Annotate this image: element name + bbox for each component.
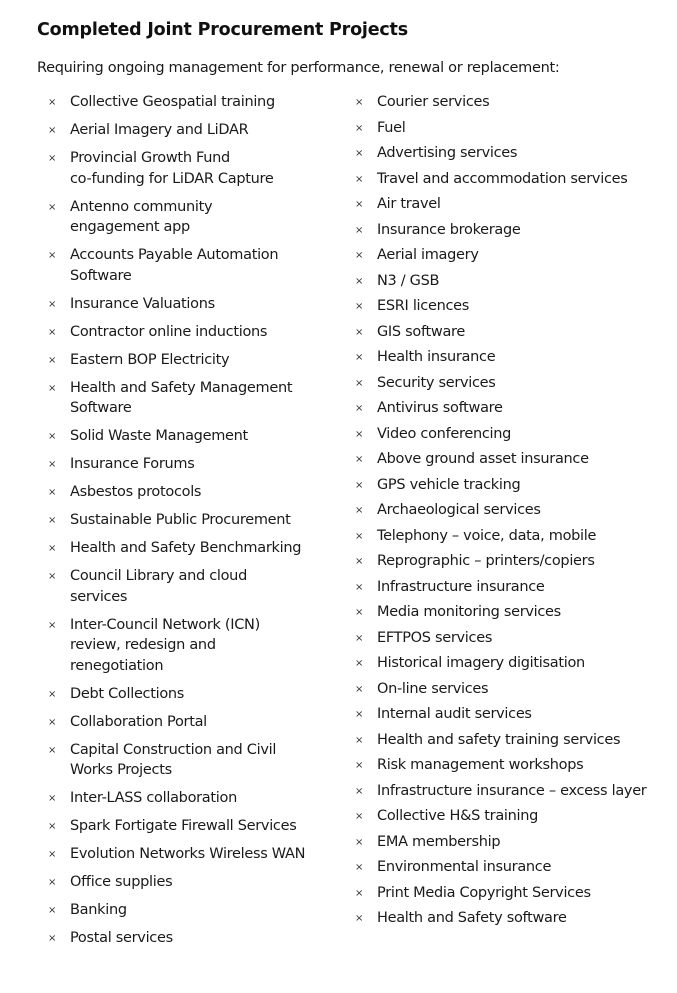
list-item — [355, 500, 655, 521]
x-bullet-icon: × — [48, 933, 57, 944]
list-item — [355, 296, 655, 317]
list-item-text: EFTPOS services — [377, 629, 493, 646]
right-project-list — [355, 92, 655, 934]
list-item — [355, 424, 655, 445]
x-bullet-icon: × — [355, 377, 364, 389]
list-item — [48, 148, 308, 189]
list-item-text: Antivirus software — [377, 400, 503, 416]
x-bullet-icon: × — [355, 173, 364, 185]
list-item-text: Inter-LASS collaboration — [70, 790, 237, 806]
list-item — [48, 454, 308, 475]
list-item — [355, 118, 655, 139]
x-bullet-icon: × — [355, 224, 364, 236]
list-item-text: Spark Fortigate Firewall Services — [70, 818, 297, 834]
list-item-text: GPS vehicle tracking — [377, 476, 521, 493]
list-item-text: Media monitoring services — [377, 604, 561, 620]
x-bullet-icon: × — [48, 459, 57, 470]
x-bullet-icon: × — [48, 201, 57, 213]
list-item — [355, 602, 655, 623]
list-item — [48, 928, 308, 949]
x-bullet-icon: × — [355, 887, 364, 899]
x-bullet-icon: × — [355, 530, 364, 542]
x-bullet-icon: × — [48, 298, 57, 310]
x-bullet-icon: × — [355, 97, 364, 108]
list-item — [355, 347, 655, 368]
list-item-text: Historical imagery digitisation — [377, 655, 585, 671]
x-bullet-icon: × — [355, 403, 364, 414]
x-bullet-icon: × — [355, 607, 364, 618]
list-item-text: Accounts Payable Automation Software — [70, 247, 279, 284]
list-item — [355, 908, 655, 929]
x-bullet-icon: × — [355, 556, 364, 567]
list-item — [355, 679, 655, 700]
x-bullet-icon: × — [48, 326, 57, 338]
x-bullet-icon: × — [48, 571, 57, 582]
x-bullet-icon: × — [48, 619, 57, 631]
list-item-text: Aerial imagery — [377, 247, 479, 263]
list-item-text: Insurance Valuations — [70, 295, 215, 312]
list-item-text: Health and safety training services — [377, 731, 621, 748]
x-bullet-icon: × — [48, 250, 57, 261]
x-bullet-icon: × — [355, 122, 364, 134]
list-item-text: GIS software — [377, 323, 465, 340]
list-item-text: Antenno community engagement app — [70, 198, 213, 235]
list-item-text: Insurance Forums — [70, 456, 195, 472]
x-bullet-icon: × — [355, 250, 364, 261]
list-item-text: Banking — [70, 902, 127, 918]
x-bullet-icon: × — [48, 905, 57, 916]
list-item-text: Health and Safety Benchmarking — [70, 540, 302, 556]
x-bullet-icon: × — [355, 709, 364, 720]
left-project-list — [48, 92, 308, 956]
list-item-text: Archaeological services — [377, 502, 541, 518]
x-bullet-icon: × — [355, 352, 364, 363]
list-item — [48, 872, 308, 893]
x-bullet-icon: × — [48, 849, 57, 860]
x-bullet-icon: × — [48, 688, 57, 700]
list-item — [48, 900, 308, 921]
list-item-text: ESRI licences — [377, 298, 470, 314]
list-item-text: Video conferencing — [377, 425, 512, 442]
list-item-text: Council Library and cloud services — [70, 568, 247, 605]
list-item — [48, 245, 308, 286]
x-bullet-icon: × — [355, 199, 364, 210]
x-bullet-icon: × — [355, 326, 364, 338]
list-item — [48, 92, 308, 113]
list-item-text: Risk management workshops — [377, 757, 584, 773]
list-item — [48, 350, 308, 371]
x-bullet-icon: × — [355, 658, 364, 669]
list-item-text: Security services — [377, 374, 496, 391]
list-item — [48, 197, 308, 238]
list-item — [355, 143, 655, 164]
x-bullet-icon: × — [355, 760, 364, 771]
x-bullet-icon: × — [48, 821, 57, 832]
list-item-text: Contractor online inductions — [70, 323, 268, 340]
list-item-text: Print Media Copyright Services — [377, 884, 591, 901]
list-item — [48, 684, 308, 705]
x-bullet-icon: × — [355, 811, 364, 822]
list-item — [355, 271, 655, 292]
list-item-text: EMA membership — [377, 833, 501, 850]
list-item-text: Reprographic – printers/copiers — [377, 553, 595, 569]
x-bullet-icon: × — [48, 431, 57, 442]
x-bullet-icon: × — [355, 913, 364, 924]
x-bullet-icon: × — [355, 479, 364, 491]
x-bullet-icon: × — [355, 581, 364, 593]
list-item-text: N3 / GSB — [377, 272, 440, 289]
x-bullet-icon: × — [48, 125, 57, 136]
list-item-text: Environmental insurance — [377, 859, 552, 875]
list-item-text: Provincial Growth Fund co-funding for LiDAR Capture — [70, 150, 274, 187]
list-item — [48, 740, 308, 781]
list-item — [48, 816, 308, 837]
x-bullet-icon: × — [48, 515, 57, 526]
list-item — [48, 788, 308, 809]
x-bullet-icon: × — [48, 354, 57, 366]
list-item — [48, 120, 308, 141]
list-item — [355, 449, 655, 470]
list-item-text: Fuel — [377, 119, 406, 136]
list-item — [355, 704, 655, 725]
list-item — [355, 398, 655, 419]
list-item-text: Collective H&S training — [377, 808, 539, 824]
list-item — [48, 378, 308, 419]
list-item — [355, 169, 655, 190]
x-bullet-icon: × — [48, 543, 57, 554]
x-bullet-icon: × — [355, 148, 364, 159]
list-item-text: Collaboration Portal — [70, 713, 207, 730]
x-bullet-icon: × — [48, 97, 57, 108]
x-bullet-icon: × — [355, 301, 364, 312]
list-item — [355, 322, 655, 343]
list-item-text: Postal services — [70, 930, 173, 946]
list-item — [355, 92, 655, 113]
x-bullet-icon: × — [48, 877, 57, 888]
list-item — [355, 806, 655, 827]
list-item — [355, 730, 655, 751]
x-bullet-icon: × — [48, 487, 57, 498]
list-item — [48, 510, 308, 531]
list-item-text: Internal audit services — [377, 706, 532, 722]
list-item — [355, 832, 655, 853]
list-item — [355, 781, 655, 802]
list-item-text: Health and Safety software — [377, 910, 567, 926]
list-item-text: Insurance brokerage — [377, 221, 521, 238]
list-item — [355, 755, 655, 776]
x-bullet-icon: × — [355, 505, 364, 516]
list-item-text: Collective Geospatial training — [70, 94, 275, 110]
list-item-text: Inter-Council Network (ICN) review, redesign and renegotiation — [70, 616, 260, 674]
page-title: Completed Joint Procurement Projects — [37, 20, 408, 40]
list-item — [48, 615, 308, 677]
list-item — [48, 566, 308, 607]
x-bullet-icon: × — [355, 836, 364, 848]
list-item-text: Debt Collections — [70, 685, 185, 702]
list-item — [355, 577, 655, 598]
x-bullet-icon: × — [48, 716, 57, 728]
list-item-text: On-line services — [377, 680, 489, 697]
list-item-text: Advertising services — [377, 145, 518, 161]
list-item — [355, 194, 655, 215]
x-bullet-icon: × — [48, 744, 57, 756]
list-item — [355, 628, 655, 649]
x-bullet-icon: × — [355, 862, 364, 873]
list-item-text: Health and Safety Management Software — [70, 379, 293, 416]
x-bullet-icon: × — [355, 683, 364, 695]
list-item-text: Health insurance — [377, 349, 496, 365]
list-item — [355, 475, 655, 496]
list-item — [355, 373, 655, 394]
x-bullet-icon: × — [355, 734, 364, 746]
list-item — [48, 294, 308, 315]
list-item — [355, 245, 655, 266]
list-item-text: Aerial Imagery and LiDAR — [70, 122, 249, 138]
list-item-text: Eastern BOP Electricity — [70, 351, 230, 368]
list-item-text: Infrastructure insurance — [377, 578, 545, 595]
list-item-text: Telephony – voice, data, mobile — [377, 527, 597, 544]
list-item — [355, 526, 655, 547]
x-bullet-icon: × — [355, 785, 364, 797]
list-item-text: Sustainable Public Procurement — [70, 512, 291, 528]
list-item-text: Solid Waste Management — [70, 428, 248, 444]
list-item-text: Evolution Networks Wireless WAN — [70, 846, 306, 862]
list-item — [355, 220, 655, 241]
list-item-text: Travel and accommodation services — [377, 170, 628, 187]
x-bullet-icon: × — [48, 153, 57, 164]
list-item-text: Air travel — [377, 196, 441, 212]
list-item-text: Infrastructure insurance – excess layer — [377, 782, 647, 799]
list-item — [355, 857, 655, 878]
list-item — [48, 712, 308, 733]
list-item-text: Above ground asset insurance — [377, 451, 589, 467]
x-bullet-icon: × — [355, 275, 364, 287]
list-item-text: Asbestos protocols — [70, 484, 202, 500]
list-item — [48, 482, 308, 503]
x-bullet-icon: × — [355, 632, 364, 644]
list-item — [48, 844, 308, 865]
list-item-text: Office supplies — [70, 874, 173, 890]
list-item — [355, 883, 655, 904]
x-bullet-icon: × — [48, 382, 57, 394]
intro-text: Requiring ongoing management for performance, renewal or replacement: — [37, 60, 560, 76]
list-item-text: Courier services — [377, 94, 490, 110]
list-item — [48, 538, 308, 559]
x-bullet-icon: × — [355, 454, 364, 465]
x-bullet-icon: × — [48, 793, 57, 804]
list-item — [48, 322, 308, 343]
list-item-text: Capital Construction and Civil Works Projects — [70, 741, 277, 778]
list-item — [355, 551, 655, 572]
list-item — [355, 653, 655, 674]
x-bullet-icon: × — [355, 428, 364, 440]
list-item — [48, 426, 308, 447]
